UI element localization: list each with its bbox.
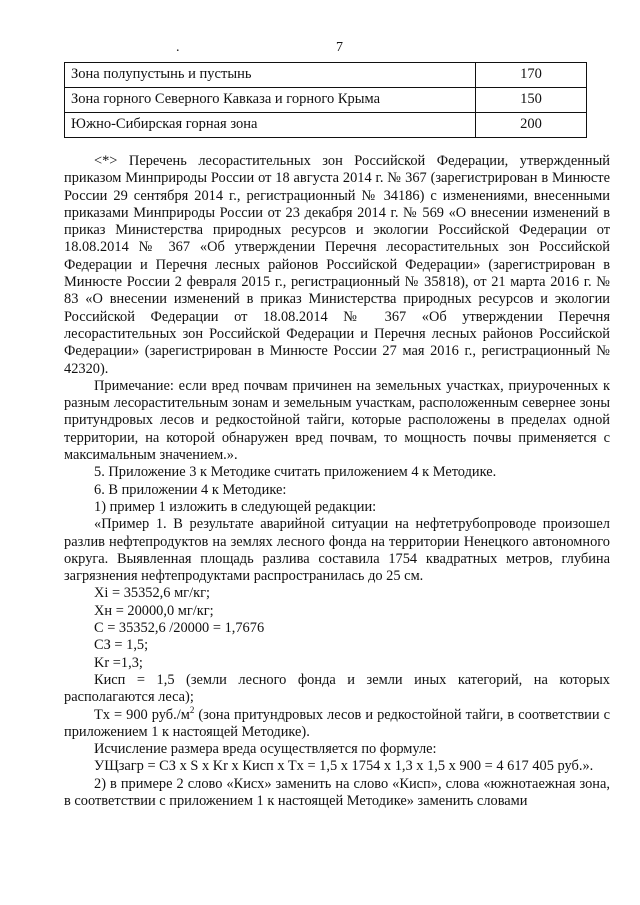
table-row xyxy=(65,113,587,138)
c-line: C = 35352,6 /20000 = 1,7676 xyxy=(94,620,265,637)
tx-paragraph xyxy=(64,704,610,742)
zone-name-cell: Зона горного Северного Кавказа и горного Крыма xyxy=(65,88,476,113)
xi-line: Xi = 35352,6 мг/кг; xyxy=(94,585,210,602)
item-5-paragraph: 5. Приложение 3 к Методике считать приложением 4 к Методике. xyxy=(94,464,497,481)
calc-paragraph: Исчисление размера вреда осуществляется по формуле: xyxy=(94,741,437,758)
tx-text: Tx = 900 руб./м xyxy=(94,706,190,723)
page-number: 7 xyxy=(336,40,343,55)
tx-description: (зона притундровых лесов и редкостойной тайги, в соответствии с приложением 1 к настоящей Методике). xyxy=(64,706,610,740)
kisp-paragraph: Кисп = 1,5 (земли лесного фонда и земли иных категорий, на которых располагаются леса); xyxy=(64,671,610,706)
table-row xyxy=(65,88,587,113)
note-paragraph: Примечание: если вред почвам причинен на земельных участках, приуроченных к разным лесорастительным зонам и земельным участкам, расположенным севернее зоны притундровых лесов и редкостойной тайги, которые расположены в пределах одной территории, на которой обнаружен вред почвам, то мощность почвы применяется с максимальным значением.». xyxy=(64,377,610,464)
item-6-paragraph: 6. В приложении 4 к Методике: xyxy=(94,481,287,498)
subitem-2-paragraph: 2) в примере 2 слово «Кисх» заменить на слово «Кисп», слова «южнотаежная зона, в соответствии с приложением 1 к настоящей Методике» заменить словами xyxy=(64,775,610,809)
tx-superscript: 2 xyxy=(189,704,195,715)
xn-line: Xн = 20000,0 мг/кг; xyxy=(94,602,214,619)
zone-value-cell: 200 xyxy=(476,113,587,138)
footnote-paragraph: <*> Перечень лесорастительных зон Российской Федерации, утвержденный приказом Минприроды России от 18 августа 2014 г. № 367 (зарегистрирован в Минюсте России 29 сентября 2014 г., регистрационный № 34186) с изменениями, внесенными приказами Минприроды России от 23 декабря 2014 г. № 569 «О внесении изменений в приказ Министерства природных ресурсов и экологии Российской Федерации от 18.08.2014 № 367 «Об утверждении Перечня лесорастительных зон Российской Федерации и Перечня лесных районов Российской Федерации» (зарегистрирован в Минюсте России 2 февраля 2015 г., регистрационный № 35818), от 21 марта 2016 г. № 83 «О внесении изменений в приказ Министерства природных ресурсов и экологии Российской Федерации от 18.08.2014 № 367 «Об утверждении Перечня лесорастительных зон Российской Федерации и Перечня лесных районов Российской Федерации» (зарегистрирован в Минюсте России 27 мая 2016 г., регистрационный № 42320). xyxy=(64,153,610,377)
formula-paragraph: УЩзагр = СЗ x S x Kr x Кисп x Tx = 1,5 x 1754 x 1,3 x 1,5 x 900 = 4 617 405 руб.». xyxy=(94,758,594,775)
subitem-1-paragraph: 1) пример 1 изложить в следующей редакции: xyxy=(94,498,377,515)
example-paragraph: «Пример 1. В результате аварийной ситуации на нефтетрубопроводе произошел разлив нефтепродуктов на землях лесного фонда на территории Ненецкого автономного округа. Выявленная площадь разлива составила 1754 квадратных метров, глубина загрязнения нефтепродуктами распространилась до 25 см. xyxy=(64,516,610,585)
kr-line: Kr =1,3; xyxy=(94,654,143,671)
table-row xyxy=(65,63,587,88)
zone-value-cell: 170 xyxy=(476,63,587,88)
stray-dot: . xyxy=(176,40,180,55)
zones-table xyxy=(64,62,587,138)
zone-name-cell: Южно-Сибирская горная зона xyxy=(65,113,476,138)
zone-name-cell: Зона полупустынь и пустынь xyxy=(65,63,476,88)
document-body xyxy=(64,153,610,810)
cz-line: СЗ = 1,5; xyxy=(94,637,149,654)
zone-value-cell: 150 xyxy=(476,88,587,113)
